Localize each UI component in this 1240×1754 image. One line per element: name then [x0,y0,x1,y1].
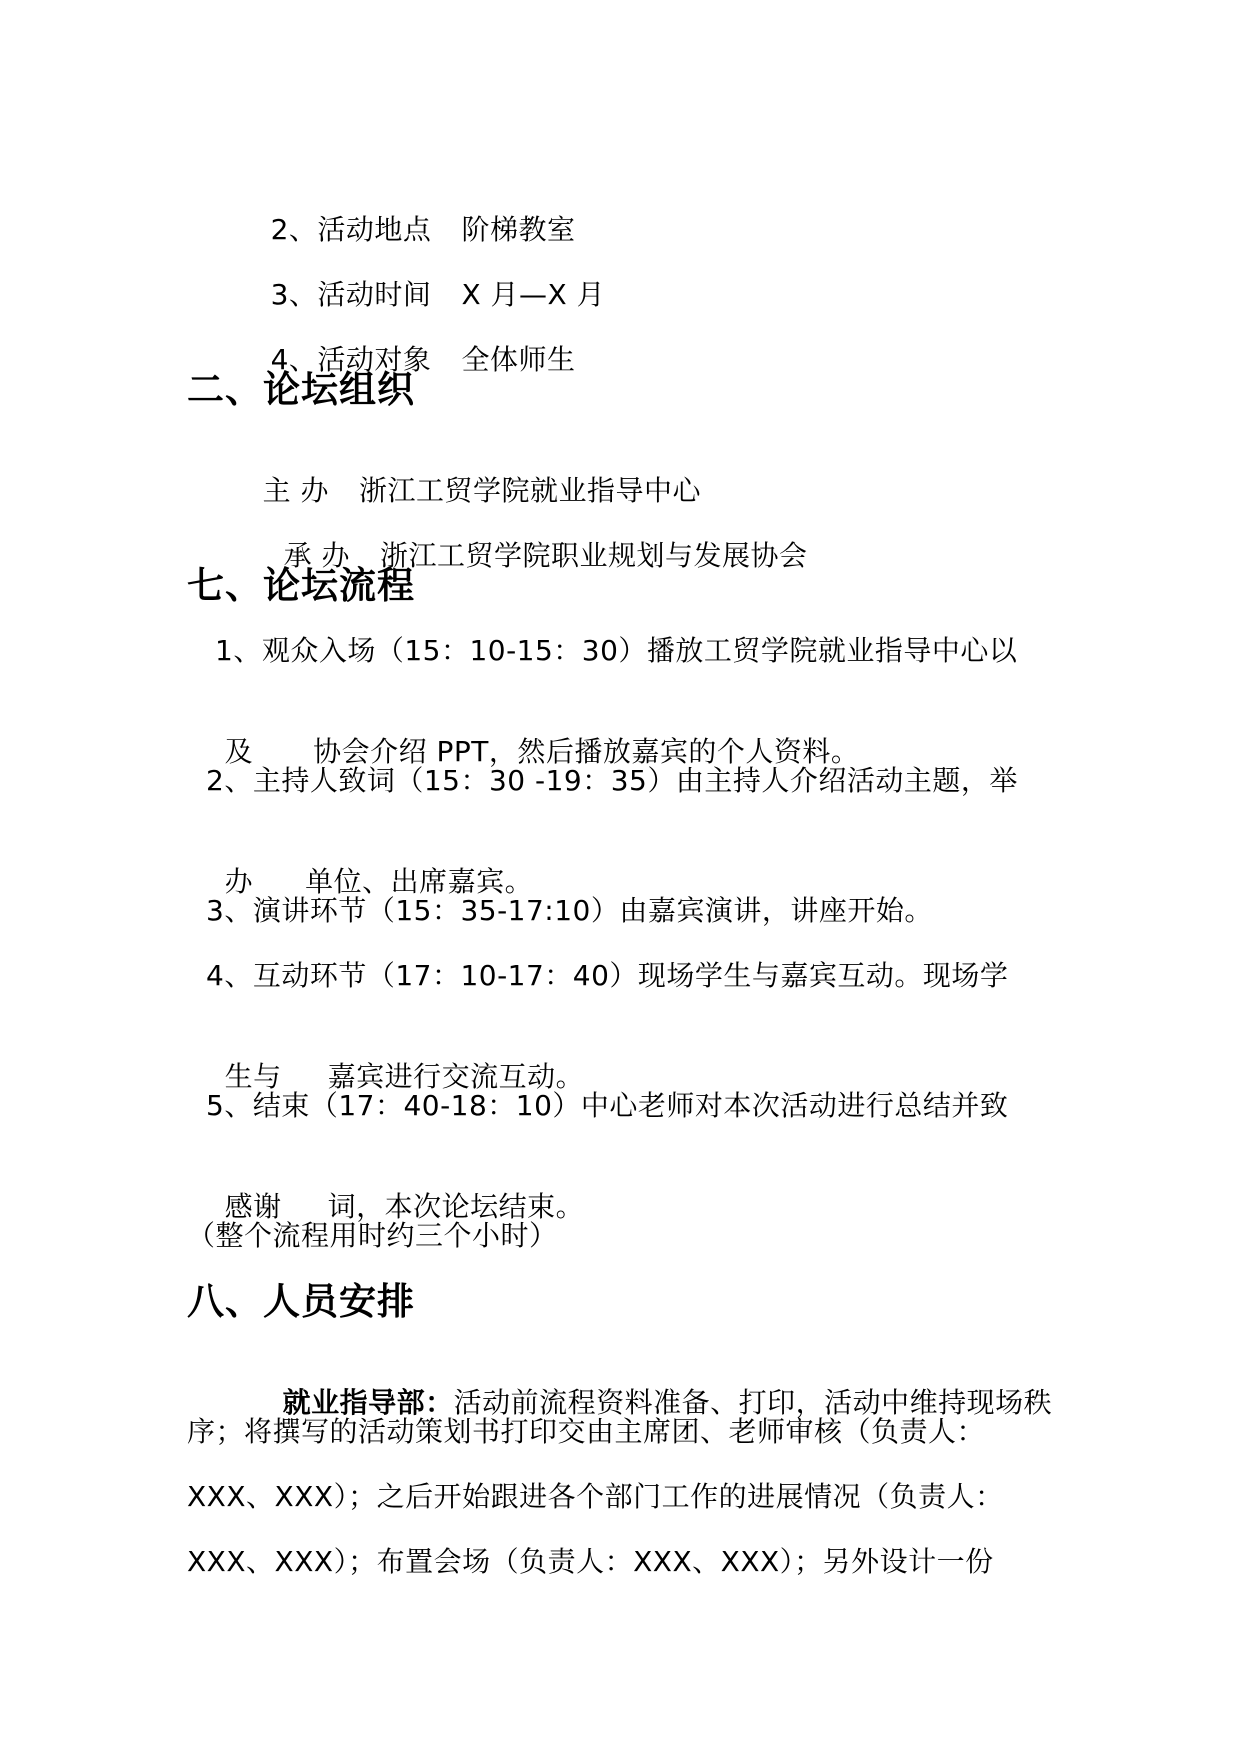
staff-line-4: XXX、XXX）；布置会场（负责人：XXX、XXX）；另外设计一份 [187,1545,994,1578]
process-step-4-cont: 嘉宾进行交流互动。 [327,1060,585,1093]
process-step-1-cont: 协会介绍 PPT，然后播放嘉宾的个人资料。 [313,735,860,768]
process-step-4-line1: 4、互动环节（17：10-17：40）现场学生与嘉宾互动。现场学 [206,959,1009,992]
process-heading: 七、论坛流程 [187,564,415,607]
process-step-3-line1: 3、演讲环节（15：35-17:10）由嘉宾演讲，讲座开始。 [206,894,933,927]
organizer-label: 承 办 [283,539,351,572]
process-step-2-line1: 2、主持人致词（15：30 -19：35）由主持人介绍活动主题，举 [206,764,1018,797]
process-step-2-cont: 单位、出席嘉宾。 [305,865,534,898]
process-step-1-line1: 1、观众入场（15：10-15：30）播放工贸学院就业指导中心以 [215,634,1018,667]
process-step-5-cont: 词，本次论坛结束。 [327,1190,585,1223]
organizer-value: 浙江工贸学院职业规划与发展协会 [380,539,808,572]
process-step-5-prefix: 感谢 [224,1190,282,1223]
staff-line-2: 序；将撰写的活动策划书打印交由主席团、老师审核（负责人： [187,1415,986,1448]
staff-line-1-text: 活动前流程资料准备、打印，活动中维持现场秩 [453,1386,1053,1419]
staff-line-3: XXX、XXX）；之后开始跟进各个部门工作的进展情况（负责人： [187,1480,1004,1513]
activity-audience-value: 全体师生 [461,343,576,376]
activity-time-value: X 月—X 月 [461,278,606,311]
activity-time-label: 3、活动时间 [270,278,432,311]
process-step-5-line1: 5、结束（17：40-18：10）中心老师对本次活动进行总结并致 [206,1089,1009,1122]
organization-heading: 二、论坛组织 [187,368,415,411]
process-step-1-prefix: 及 [224,735,254,768]
process-step-2-prefix: 办 [224,865,254,898]
activity-location-value: 阶梯教室 [461,213,576,246]
process-note: （整个流程用时约三个小时） [187,1219,558,1252]
activity-location-label: 2、活动地点 [270,213,432,246]
host-value: 浙江工贸学院就业指导中心 [359,474,702,507]
activity-audience-label: 4、活动对象 [270,343,432,376]
process-step-4-prefix: 生与 [224,1060,282,1093]
staff-dept-label: 就业指导部： [282,1386,454,1419]
host-label: 主 办 [262,474,330,507]
staff-heading: 八、人员安排 [187,1280,415,1323]
